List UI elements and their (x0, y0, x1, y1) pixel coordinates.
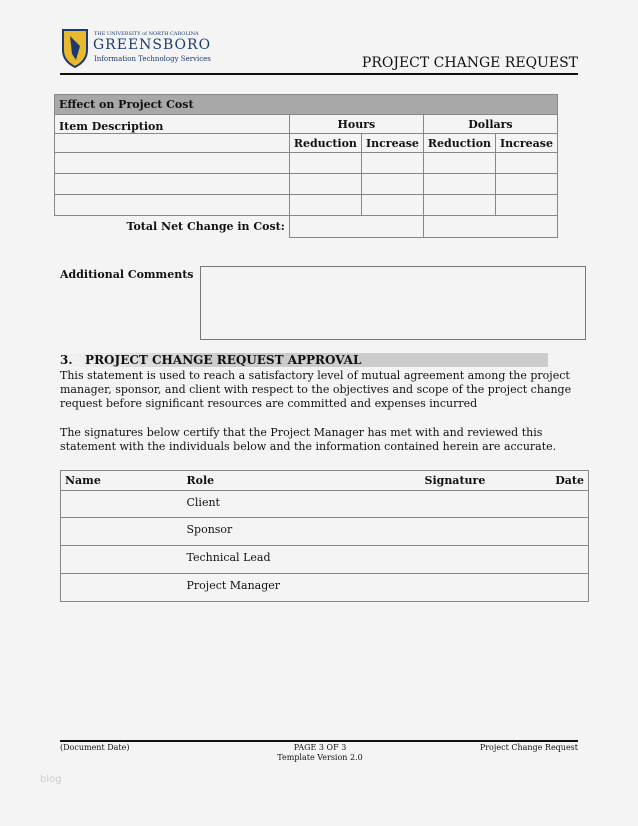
total-dollars-cell[interactable] (423, 216, 557, 238)
certification-statement: The signatures below certify that the Project Manager has met with and reviewed this statement with the individuals below and the information contained herein are accurate. (60, 426, 557, 453)
signature-header: Signature (421, 471, 551, 491)
dollars-increase-header: Increase (496, 134, 558, 153)
signature-table (60, 470, 589, 602)
footer-document-date: (Document Date) (60, 743, 130, 752)
logo-its-text: Information Technology Services (94, 55, 211, 63)
approval-statement: This statement is used to reach a satisfactory level of mutual agreement among the project manager, sponsor, and client with respect to the objectives and scope of the project change request before significant resources are committed and expenses incurred (60, 369, 572, 410)
dollars-reduction-header: Reduction (423, 134, 495, 153)
name-header: Name (61, 471, 183, 491)
footer-page-number: PAGE 3 OF 3 (293, 743, 347, 752)
footer-template-version: Template Version 2.0 (277, 753, 363, 762)
footer-title: Project Change Request (479, 743, 578, 752)
role-sponsor: Sponsor (183, 518, 421, 546)
page-title: PROJECT CHANGE REQUEST (361, 55, 578, 71)
watermark: blog (40, 774, 62, 785)
role-technical-lead: Technical Lead (183, 546, 421, 574)
cost-table (54, 94, 558, 238)
role-header: Role (183, 471, 421, 491)
university-shield-icon (62, 28, 88, 68)
date-header: Date (551, 471, 589, 491)
total-hours-cell[interactable] (289, 216, 423, 238)
logo (60, 28, 212, 70)
header-rule (60, 73, 578, 75)
table-row[interactable] (61, 491, 589, 518)
table-row[interactable] (55, 195, 558, 216)
table-row[interactable] (55, 174, 558, 195)
logo-university-text: THE UNIVERSITY of NORTH CAROLINA (94, 31, 199, 37)
role-client: Client (183, 491, 421, 518)
table-row[interactable] (61, 546, 589, 574)
additional-comments-box[interactable] (200, 266, 586, 340)
dollars-header: Dollars (423, 115, 557, 134)
hours-reduction-header: Reduction (289, 134, 361, 153)
section-heading: 3. PROJECT CHANGE REQUEST APPROVAL (60, 353, 362, 367)
hours-increase-header: Increase (361, 134, 423, 153)
total-net-change-label: Total Net Change in Cost: (126, 220, 285, 234)
hours-header: Hours (289, 115, 423, 134)
role-project-manager: Project Manager (183, 574, 421, 602)
table-row[interactable] (61, 518, 589, 546)
logo-greensboro-text: GREENSBORO (93, 37, 212, 53)
table-row[interactable] (55, 153, 558, 174)
table-row[interactable] (61, 574, 589, 602)
item-description-header: Item Description (55, 115, 290, 134)
cost-table-title: Effect on Project Cost (55, 95, 558, 115)
footer-rule (60, 740, 578, 742)
additional-comments-label: Additional Comments (60, 268, 194, 281)
